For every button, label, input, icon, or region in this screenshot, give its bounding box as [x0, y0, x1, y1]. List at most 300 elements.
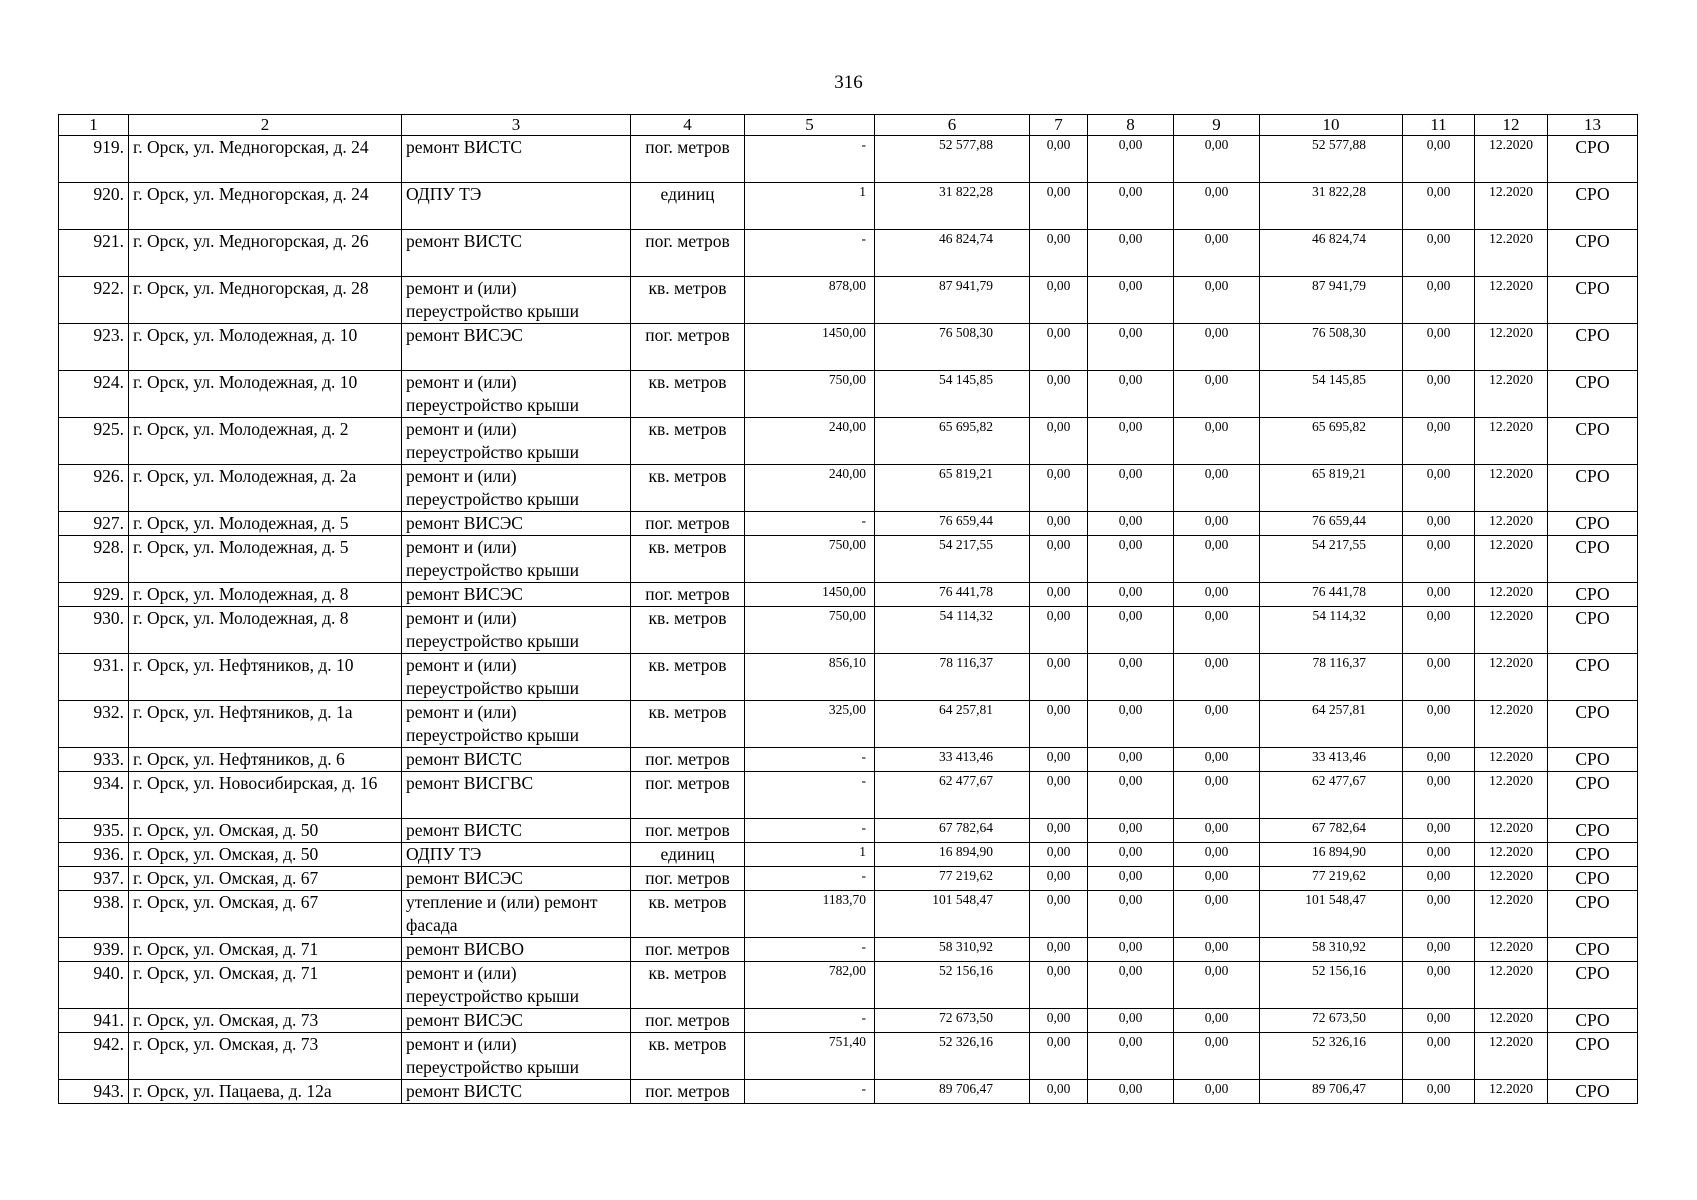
col11-cell: 0,00 — [1403, 843, 1475, 867]
date-cell: 12.2020 — [1475, 654, 1548, 701]
source-cell: СРО — [1548, 1009, 1638, 1033]
quantity-cell: - — [745, 867, 875, 891]
date-cell: 12.2020 — [1475, 1033, 1548, 1080]
col8-cell: 0,00 — [1088, 418, 1174, 465]
col8-cell: 0,00 — [1088, 607, 1174, 654]
total-cost-cell: 76 659,44 — [875, 512, 1030, 536]
col11-cell: 0,00 — [1403, 867, 1475, 891]
total-cost-cell: 58 310,92 — [875, 938, 1030, 962]
row-number: 940. — [59, 962, 129, 1009]
quantity-cell: - — [745, 512, 875, 536]
work-type-cell: ремонт ВИСГВС — [402, 772, 631, 819]
col7-cell: 0,00 — [1030, 891, 1088, 938]
table-row — [59, 607, 1638, 654]
col10-cell: 54 114,32 — [1260, 607, 1403, 654]
col7-cell: 0,00 — [1030, 371, 1088, 418]
col7-cell: 0,00 — [1030, 418, 1088, 465]
col9-cell: 0,00 — [1174, 867, 1260, 891]
work-type-cell: ремонт ВИСТС — [402, 1080, 631, 1104]
col7-cell: 0,00 — [1030, 536, 1088, 583]
unit-cell: кв. метров — [631, 418, 745, 465]
work-type-cell: ремонт ВИСВО — [402, 938, 631, 962]
col9-cell: 0,00 — [1174, 962, 1260, 1009]
col9-cell: 0,00 — [1174, 418, 1260, 465]
col10-cell: 62 477,67 — [1260, 772, 1403, 819]
col11-cell: 0,00 — [1403, 230, 1475, 277]
col10-cell: 101 548,47 — [1260, 891, 1403, 938]
table-row — [59, 465, 1638, 512]
col11-cell: 0,00 — [1403, 536, 1475, 583]
col8-cell: 0,00 — [1088, 536, 1174, 583]
unit-cell: кв. метров — [631, 1033, 745, 1080]
quantity-cell: - — [745, 819, 875, 843]
header-row — [59, 115, 1638, 136]
work-type-cell: ремонт ВИСЭС — [402, 512, 631, 536]
address-cell: г. Орск, ул. Омская, д. 73 — [129, 1009, 402, 1033]
total-cost-cell: 65 819,21 — [875, 465, 1030, 512]
col11-cell: 0,00 — [1403, 1009, 1475, 1033]
row-number: 941. — [59, 1009, 129, 1033]
source-cell: СРО — [1548, 607, 1638, 654]
col7-cell: 0,00 — [1030, 230, 1088, 277]
quantity-cell: - — [745, 772, 875, 819]
unit-cell: кв. метров — [631, 891, 745, 938]
row-number: 932. — [59, 701, 129, 748]
col7-cell: 0,00 — [1030, 962, 1088, 1009]
row-number: 931. — [59, 654, 129, 701]
col10-cell: 16 894,90 — [1260, 843, 1403, 867]
table-row — [59, 536, 1638, 583]
address-cell: г. Орск, ул. Омская, д. 50 — [129, 819, 402, 843]
total-cost-cell: 76 508,30 — [875, 324, 1030, 371]
col9-cell: 0,00 — [1174, 938, 1260, 962]
quantity-cell: 325,00 — [745, 701, 875, 748]
source-cell: СРО — [1548, 230, 1638, 277]
date-cell: 12.2020 — [1475, 867, 1548, 891]
row-number: 937. — [59, 867, 129, 891]
row-number: 929. — [59, 583, 129, 607]
address-cell: г. Орск, ул. Омская, д. 71 — [129, 938, 402, 962]
date-cell: 12.2020 — [1475, 891, 1548, 938]
col10-cell: 33 413,46 — [1260, 748, 1403, 772]
quantity-cell: 1183,70 — [745, 891, 875, 938]
quantity-cell: 1 — [745, 843, 875, 867]
work-type-cell: ремонт и (или) переустройство крыши — [402, 1033, 631, 1080]
source-cell: СРО — [1548, 891, 1638, 938]
date-cell: 12.2020 — [1475, 512, 1548, 536]
total-cost-cell: 46 824,74 — [875, 230, 1030, 277]
col11-cell: 0,00 — [1403, 748, 1475, 772]
table-row — [59, 772, 1638, 819]
col7-cell: 0,00 — [1030, 277, 1088, 324]
column-header: 8 — [1088, 115, 1174, 136]
address-cell: г. Орск, ул. Медногорская, д. 28 — [129, 277, 402, 324]
col10-cell: 31 822,28 — [1260, 183, 1403, 230]
col8-cell: 0,00 — [1088, 277, 1174, 324]
col9-cell: 0,00 — [1174, 748, 1260, 772]
total-cost-cell: 67 782,64 — [875, 819, 1030, 843]
row-number: 919. — [59, 136, 129, 183]
table-body — [59, 136, 1638, 1104]
table-row — [59, 843, 1638, 867]
work-type-cell: ремонт ВИСЭС — [402, 1009, 631, 1033]
col9-cell: 0,00 — [1174, 512, 1260, 536]
column-header: 12 — [1475, 115, 1548, 136]
col11-cell: 0,00 — [1403, 938, 1475, 962]
row-number: 921. — [59, 230, 129, 277]
table-row — [59, 867, 1638, 891]
quantity-cell: 240,00 — [745, 418, 875, 465]
source-cell: СРО — [1548, 867, 1638, 891]
total-cost-cell: 54 217,55 — [875, 536, 1030, 583]
address-cell: г. Орск, ул. Омская, д. 67 — [129, 867, 402, 891]
table-row — [59, 136, 1638, 183]
col9-cell: 0,00 — [1174, 324, 1260, 371]
quantity-cell: - — [745, 938, 875, 962]
table-row — [59, 1080, 1638, 1104]
quantity-cell: 856,10 — [745, 654, 875, 701]
unit-cell: кв. метров — [631, 371, 745, 418]
row-number: 930. — [59, 607, 129, 654]
col9-cell: 0,00 — [1174, 1080, 1260, 1104]
column-header: 6 — [875, 115, 1030, 136]
col8-cell: 0,00 — [1088, 324, 1174, 371]
address-cell: г. Орск, ул. Медногорская, д. 26 — [129, 230, 402, 277]
work-type-cell: ремонт ВИСЭС — [402, 583, 631, 607]
total-cost-cell: 62 477,67 — [875, 772, 1030, 819]
col10-cell: 52 156,16 — [1260, 962, 1403, 1009]
row-number: 926. — [59, 465, 129, 512]
work-type-cell: ремонт и (или) переустройство крыши — [402, 465, 631, 512]
unit-cell: пог. метров — [631, 772, 745, 819]
col8-cell: 0,00 — [1088, 1080, 1174, 1104]
table-row — [59, 277, 1638, 324]
quantity-cell: 878,00 — [745, 277, 875, 324]
source-cell: СРО — [1548, 772, 1638, 819]
col11-cell: 0,00 — [1403, 583, 1475, 607]
source-cell: СРО — [1548, 418, 1638, 465]
col9-cell: 0,00 — [1174, 1009, 1260, 1033]
table-row — [59, 230, 1638, 277]
unit-cell: пог. метров — [631, 583, 745, 607]
row-number: 928. — [59, 536, 129, 583]
work-type-cell: ремонт и (или) переустройство крыши — [402, 654, 631, 701]
col9-cell: 0,00 — [1174, 371, 1260, 418]
source-cell: СРО — [1548, 324, 1638, 371]
col9-cell: 0,00 — [1174, 772, 1260, 819]
table-row — [59, 183, 1638, 230]
work-type-cell: ремонт ВИСТС — [402, 819, 631, 843]
source-cell: СРО — [1548, 1033, 1638, 1080]
unit-cell: пог. метров — [631, 512, 745, 536]
date-cell: 12.2020 — [1475, 277, 1548, 324]
address-cell: г. Орск, ул. Омская, д. 67 — [129, 891, 402, 938]
col7-cell: 0,00 — [1030, 819, 1088, 843]
total-cost-cell: 101 548,47 — [875, 891, 1030, 938]
address-cell: г. Орск, ул. Пацаева, д. 12а — [129, 1080, 402, 1104]
unit-cell: кв. метров — [631, 465, 745, 512]
col11-cell: 0,00 — [1403, 1033, 1475, 1080]
address-cell: г. Орск, ул. Омская, д. 73 — [129, 1033, 402, 1080]
col8-cell: 0,00 — [1088, 867, 1174, 891]
col7-cell: 0,00 — [1030, 583, 1088, 607]
col10-cell: 89 706,47 — [1260, 1080, 1403, 1104]
work-type-cell: ремонт и (или) переустройство крыши — [402, 536, 631, 583]
date-cell: 12.2020 — [1475, 536, 1548, 583]
unit-cell: пог. метров — [631, 819, 745, 843]
col8-cell: 0,00 — [1088, 183, 1174, 230]
col11-cell: 0,00 — [1403, 1080, 1475, 1104]
quantity-cell: - — [745, 1080, 875, 1104]
row-number: 935. — [59, 819, 129, 843]
col9-cell: 0,00 — [1174, 465, 1260, 512]
col7-cell: 0,00 — [1030, 183, 1088, 230]
total-cost-cell: 76 441,78 — [875, 583, 1030, 607]
table-row — [59, 1033, 1638, 1080]
table-row — [59, 1009, 1638, 1033]
column-header: 7 — [1030, 115, 1088, 136]
address-cell: г. Орск, ул. Медногорская, д. 24 — [129, 183, 402, 230]
source-cell: СРО — [1548, 183, 1638, 230]
column-header: 4 — [631, 115, 745, 136]
unit-cell: кв. метров — [631, 536, 745, 583]
work-type-cell: ремонт и (или) переустройство крыши — [402, 418, 631, 465]
row-number: 927. — [59, 512, 129, 536]
col8-cell: 0,00 — [1088, 512, 1174, 536]
col8-cell: 0,00 — [1088, 819, 1174, 843]
unit-cell: кв. метров — [631, 962, 745, 1009]
col8-cell: 0,00 — [1088, 465, 1174, 512]
unit-cell: кв. метров — [631, 607, 745, 654]
row-number: 922. — [59, 277, 129, 324]
col9-cell: 0,00 — [1174, 183, 1260, 230]
col8-cell: 0,00 — [1088, 843, 1174, 867]
total-cost-cell: 54 114,32 — [875, 607, 1030, 654]
unit-cell: пог. метров — [631, 748, 745, 772]
column-header: 9 — [1174, 115, 1260, 136]
quantity-cell: 750,00 — [745, 371, 875, 418]
col7-cell: 0,00 — [1030, 748, 1088, 772]
total-cost-cell: 54 145,85 — [875, 371, 1030, 418]
work-type-cell: ремонт и (или) переустройство крыши — [402, 962, 631, 1009]
address-cell: г. Орск, ул. Молодежная, д. 2 — [129, 418, 402, 465]
total-cost-cell: 16 894,90 — [875, 843, 1030, 867]
col8-cell: 0,00 — [1088, 772, 1174, 819]
quantity-cell: 1450,00 — [745, 324, 875, 371]
quantity-cell: - — [745, 1009, 875, 1033]
date-cell: 12.2020 — [1475, 583, 1548, 607]
col9-cell: 0,00 — [1174, 607, 1260, 654]
col10-cell: 65 819,21 — [1260, 465, 1403, 512]
col7-cell: 0,00 — [1030, 938, 1088, 962]
source-cell: СРО — [1548, 583, 1638, 607]
date-cell: 12.2020 — [1475, 1009, 1548, 1033]
col7-cell: 0,00 — [1030, 607, 1088, 654]
total-cost-cell: 77 219,62 — [875, 867, 1030, 891]
col7-cell: 0,00 — [1030, 1009, 1088, 1033]
col8-cell: 0,00 — [1088, 371, 1174, 418]
col7-cell: 0,00 — [1030, 867, 1088, 891]
row-number: 920. — [59, 183, 129, 230]
page-number: 316 — [834, 72, 863, 93]
date-cell: 12.2020 — [1475, 962, 1548, 1009]
unit-cell: пог. метров — [631, 1080, 745, 1104]
table-row — [59, 418, 1638, 465]
total-cost-cell: 87 941,79 — [875, 277, 1030, 324]
table-row — [59, 512, 1638, 536]
unit-cell: пог. метров — [631, 230, 745, 277]
address-cell: г. Орск, ул. Омская, д. 50 — [129, 843, 402, 867]
quantity-cell: 751,40 — [745, 1033, 875, 1080]
col10-cell: 76 508,30 — [1260, 324, 1403, 371]
date-cell: 12.2020 — [1475, 418, 1548, 465]
unit-cell: кв. метров — [631, 277, 745, 324]
col11-cell: 0,00 — [1403, 701, 1475, 748]
row-number: 942. — [59, 1033, 129, 1080]
col8-cell: 0,00 — [1088, 1009, 1174, 1033]
address-cell: г. Орск, ул. Медногорская, д. 24 — [129, 136, 402, 183]
col11-cell: 0,00 — [1403, 371, 1475, 418]
col10-cell: 54 145,85 — [1260, 371, 1403, 418]
unit-cell: пог. метров — [631, 136, 745, 183]
row-number: 924. — [59, 371, 129, 418]
unit-cell: пог. метров — [631, 867, 745, 891]
row-number: 938. — [59, 891, 129, 938]
col11-cell: 0,00 — [1403, 277, 1475, 324]
col9-cell: 0,00 — [1174, 891, 1260, 938]
col10-cell: 64 257,81 — [1260, 701, 1403, 748]
col7-cell: 0,00 — [1030, 843, 1088, 867]
col10-cell: 67 782,64 — [1260, 819, 1403, 843]
date-cell: 12.2020 — [1475, 230, 1548, 277]
col11-cell: 0,00 — [1403, 512, 1475, 536]
quantity-cell: 240,00 — [745, 465, 875, 512]
source-cell: СРО — [1548, 1080, 1638, 1104]
table-row — [59, 371, 1638, 418]
source-cell: СРО — [1548, 962, 1638, 1009]
col11-cell: 0,00 — [1403, 819, 1475, 843]
date-cell: 12.2020 — [1475, 938, 1548, 962]
table-row — [59, 654, 1638, 701]
address-cell: г. Орск, ул. Нефтяников, д. 1а — [129, 701, 402, 748]
row-number: 936. — [59, 843, 129, 867]
col7-cell: 0,00 — [1030, 701, 1088, 748]
col11-cell: 0,00 — [1403, 418, 1475, 465]
total-cost-cell: 52 326,16 — [875, 1033, 1030, 1080]
date-cell: 12.2020 — [1475, 819, 1548, 843]
table-row — [59, 701, 1638, 748]
source-cell: СРО — [1548, 277, 1638, 324]
col9-cell: 0,00 — [1174, 136, 1260, 183]
quantity-cell: - — [745, 230, 875, 277]
work-type-cell: ОДПУ ТЭ — [402, 183, 631, 230]
source-cell: СРО — [1548, 654, 1638, 701]
source-cell: СРО — [1548, 819, 1638, 843]
work-type-cell: ремонт ВИСЭС — [402, 324, 631, 371]
date-cell: 12.2020 — [1475, 748, 1548, 772]
work-type-cell: утепление и (или) ремонт фасада — [402, 891, 631, 938]
source-cell: СРО — [1548, 371, 1638, 418]
date-cell: 12.2020 — [1475, 607, 1548, 654]
total-cost-cell: 33 413,46 — [875, 748, 1030, 772]
address-cell: г. Орск, ул. Молодежная, д. 8 — [129, 583, 402, 607]
col9-cell: 0,00 — [1174, 654, 1260, 701]
col9-cell: 0,00 — [1174, 701, 1260, 748]
unit-cell: пог. метров — [631, 938, 745, 962]
date-cell: 12.2020 — [1475, 183, 1548, 230]
date-cell: 12.2020 — [1475, 371, 1548, 418]
row-number: 939. — [59, 938, 129, 962]
column-header: 3 — [402, 115, 631, 136]
quantity-cell: - — [745, 748, 875, 772]
col9-cell: 0,00 — [1174, 843, 1260, 867]
col8-cell: 0,00 — [1088, 962, 1174, 1009]
total-cost-cell: 52 577,88 — [875, 136, 1030, 183]
col8-cell: 0,00 — [1088, 230, 1174, 277]
col7-cell: 0,00 — [1030, 654, 1088, 701]
table-row — [59, 891, 1638, 938]
col9-cell: 0,00 — [1174, 536, 1260, 583]
total-cost-cell: 52 156,16 — [875, 962, 1030, 1009]
source-cell: СРО — [1548, 136, 1638, 183]
work-type-cell: ремонт и (или) переустройство крыши — [402, 371, 631, 418]
col8-cell: 0,00 — [1088, 701, 1174, 748]
source-cell: СРО — [1548, 536, 1638, 583]
col7-cell: 0,00 — [1030, 465, 1088, 512]
col10-cell: 77 219,62 — [1260, 867, 1403, 891]
quantity-cell: 750,00 — [745, 536, 875, 583]
unit-cell: пог. метров — [631, 324, 745, 371]
source-cell: СРО — [1548, 512, 1638, 536]
work-type-cell: ремонт ВИСТС — [402, 136, 631, 183]
col11-cell: 0,00 — [1403, 891, 1475, 938]
col10-cell: 76 441,78 — [1260, 583, 1403, 607]
source-cell: СРО — [1548, 701, 1638, 748]
address-cell: г. Орск, ул. Нефтяников, д. 10 — [129, 654, 402, 701]
date-cell: 12.2020 — [1475, 136, 1548, 183]
address-cell: г. Орск, ул. Молодежная, д. 10 — [129, 371, 402, 418]
col10-cell: 54 217,55 — [1260, 536, 1403, 583]
date-cell: 12.2020 — [1475, 701, 1548, 748]
address-cell: г. Орск, ул. Новосибирская, д. 16 — [129, 772, 402, 819]
col7-cell: 0,00 — [1030, 772, 1088, 819]
work-type-cell: ремонт ВИСТС — [402, 748, 631, 772]
table-row — [59, 324, 1638, 371]
work-type-cell: ремонт и (или) переустройство крыши — [402, 607, 631, 654]
col7-cell: 0,00 — [1030, 1033, 1088, 1080]
address-cell: г. Орск, ул. Молодежная, д. 8 — [129, 607, 402, 654]
unit-cell: единиц — [631, 843, 745, 867]
col10-cell: 87 941,79 — [1260, 277, 1403, 324]
work-type-cell: ремонт и (или) переустройство крыши — [402, 277, 631, 324]
address-cell: г. Орск, ул. Молодежная, д. 10 — [129, 324, 402, 371]
col9-cell: 0,00 — [1174, 1033, 1260, 1080]
date-cell: 12.2020 — [1475, 843, 1548, 867]
col10-cell: 52 326,16 — [1260, 1033, 1403, 1080]
col9-cell: 0,00 — [1174, 277, 1260, 324]
total-cost-cell: 89 706,47 — [875, 1080, 1030, 1104]
col11-cell: 0,00 — [1403, 136, 1475, 183]
col7-cell: 0,00 — [1030, 136, 1088, 183]
address-cell: г. Орск, ул. Молодежная, д. 5 — [129, 536, 402, 583]
address-cell: г. Орск, ул. Омская, д. 71 — [129, 962, 402, 1009]
column-header: 2 — [129, 115, 402, 136]
registry-table — [58, 114, 1638, 1104]
work-type-cell: ремонт ВИСЭС — [402, 867, 631, 891]
col11-cell: 0,00 — [1403, 465, 1475, 512]
date-cell: 12.2020 — [1475, 465, 1548, 512]
col10-cell: 58 310,92 — [1260, 938, 1403, 962]
